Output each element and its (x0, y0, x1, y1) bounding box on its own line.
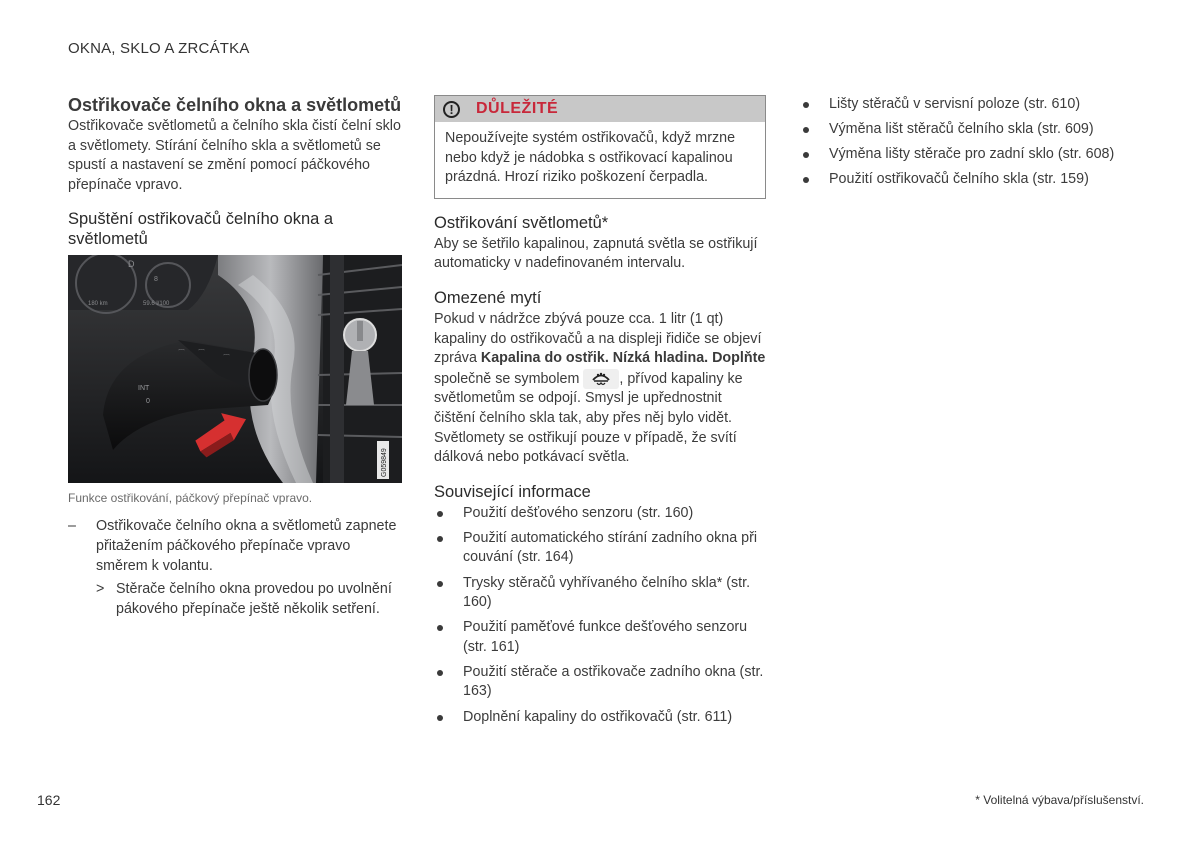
related-item[interactable] (434, 618, 766, 657)
substep-item (96, 580, 402, 619)
substep-text: Stěrače čelního okna provedou po uvolnění pákového přepínače ještě několik setření. (116, 581, 392, 617)
related-item[interactable] (800, 120, 1140, 140)
notice-title: DŮLEŽITÉ (476, 100, 559, 117)
bullet-icon (434, 504, 463, 524)
related-item[interactable] (434, 529, 766, 568)
subsection-title: Spuštění ostřikovačů čelního okna a světlometů (68, 210, 334, 249)
stalk-photo (68, 255, 402, 483)
intro-paragraph: Ostřikovače světlometů a čelního skla čistí čelní sklo a světlomety. Stírání čelního skla a světlometů se spustí a nastavení se změní pomocí páčkového přepínače vpravo. (68, 118, 401, 193)
notice-body: Nepoužívejte systém ostřikovačů, když mrzne nebo když je nádobka s ostřikovací kapalinou prázdná. Hrozí riziko poškození čerpadla. (445, 130, 736, 186)
svg-text:8: 8 (154, 276, 158, 284)
image-caption: Funkce ostřikování, páčkový přepínač vpravo. (68, 491, 313, 506)
limited-text-1: Pokud v nádržce zbývá pouze cca. 1 litr (1 qt) kapaliny do ostřikovačů a na displeji řidiče se objeví zpráva (434, 310, 762, 367)
related-link[interactable]: Použití stěrače a ostřikovače zadního okna (str. 163) (463, 663, 764, 700)
bullet-icon (434, 529, 463, 568)
limited-paragraph (434, 310, 766, 468)
related-link[interactable]: Výměna lišty stěrače pro zadní sklo (str. 608) (829, 146, 1115, 163)
stalk-illustration (68, 255, 402, 483)
step-mark: – (68, 518, 76, 535)
limited-text-2: společně se symbolem (434, 370, 580, 387)
footnote: * Volitelná výbava/příslušenství. (975, 793, 1144, 807)
bullet-icon (800, 145, 829, 165)
column-right (800, 95, 1140, 195)
section-title: Ostřikovače čelního okna a světlometů (68, 95, 402, 115)
svg-text:0: 0 (146, 398, 150, 406)
notice-header (435, 96, 765, 122)
related-item[interactable] (434, 708, 766, 728)
bullet-icon (434, 618, 463, 657)
related-item[interactable] (800, 95, 1140, 115)
related-link[interactable]: Použití dešťového senzoru (str. 160) (463, 504, 694, 521)
section-header: OKNA, SKLO A ZRCÁTKA (68, 40, 250, 57)
related-list (434, 504, 766, 727)
bullet-icon (800, 170, 829, 190)
page-number: 162 (37, 792, 61, 808)
bullet-icon (434, 708, 463, 728)
related-link[interactable]: Doplnění kapaliny do ostřikovačů (str. 611) (463, 708, 733, 725)
related-list-continued (800, 95, 1140, 190)
substep-mark: > (96, 581, 105, 598)
limited-title: Omezené mytí (434, 288, 542, 307)
headlamp-title: Ostřikování světlometů* (434, 213, 609, 232)
related-link[interactable]: Výměna lišt stěračů čelního skla (str. 609) (829, 121, 1094, 138)
svg-text:D: D (128, 259, 135, 270)
related-item[interactable] (434, 574, 766, 613)
warning-icon: ! (443, 101, 460, 118)
bullet-icon (434, 574, 463, 613)
step-text: Ostřikovače čelního okna a světlometů zapnete přitažením páčkového přepínače vpravo směrem k volantu. (96, 518, 397, 574)
washer-fluid-icon (583, 369, 619, 389)
svg-text:⌒: ⌒ (198, 350, 205, 358)
svg-text:59.6 l/100: 59.6 l/100 (143, 301, 170, 308)
limited-text-3: , přívod kapaliny ke světlometům se odpojí. Smysl je upřednostnit čištění čelního skla tak, aby přes něj bylo vidět. Světlomety se ostřikují pouze v případě, že svítí dálková nebo potkávací světla. (434, 370, 743, 466)
image-code: G059849 (381, 448, 388, 478)
related-link[interactable]: Použití paměťové funkce dešťového senzoru (str. 161) (463, 619, 748, 655)
svg-text:⌒: ⌒ (223, 355, 230, 363)
related-item[interactable] (434, 504, 766, 524)
related-item[interactable] (800, 145, 1140, 165)
svg-text:180 km: 180 km (88, 301, 108, 308)
message-text: Kapalina do ostřik. Nízká hladina. Doplňte (480, 350, 766, 367)
related-item[interactable] (434, 663, 766, 702)
bullet-icon (800, 95, 829, 115)
related-link[interactable]: Použití ostřikovačů čelního skla (str. 159) (829, 171, 1089, 188)
related-link[interactable]: Lišty stěračů v servisní poloze (str. 610) (829, 96, 1081, 112)
related-title: Související informace (434, 482, 591, 501)
related-link[interactable]: Použití automatického stírání zadního okna při couvání (str. 164) (463, 529, 758, 566)
related-item[interactable] (800, 170, 1140, 190)
related-link[interactable]: Trysky stěračů vyhřívaného čelního skla* (str. 160) (463, 574, 751, 611)
important-notice (434, 95, 766, 199)
column-left (68, 95, 402, 619)
svg-text:⌒: ⌒ (178, 350, 185, 358)
bullet-icon (434, 663, 463, 702)
svg-text:INT: INT (138, 385, 150, 393)
column-middle (434, 95, 766, 733)
step-item (68, 517, 402, 576)
headlamp-text: Aby se šetřilo kapalinou, zapnutá světla se ostřikují automaticky v nadefinovaném intervalu. (434, 235, 758, 272)
steps (68, 517, 402, 619)
bullet-icon (800, 120, 829, 140)
